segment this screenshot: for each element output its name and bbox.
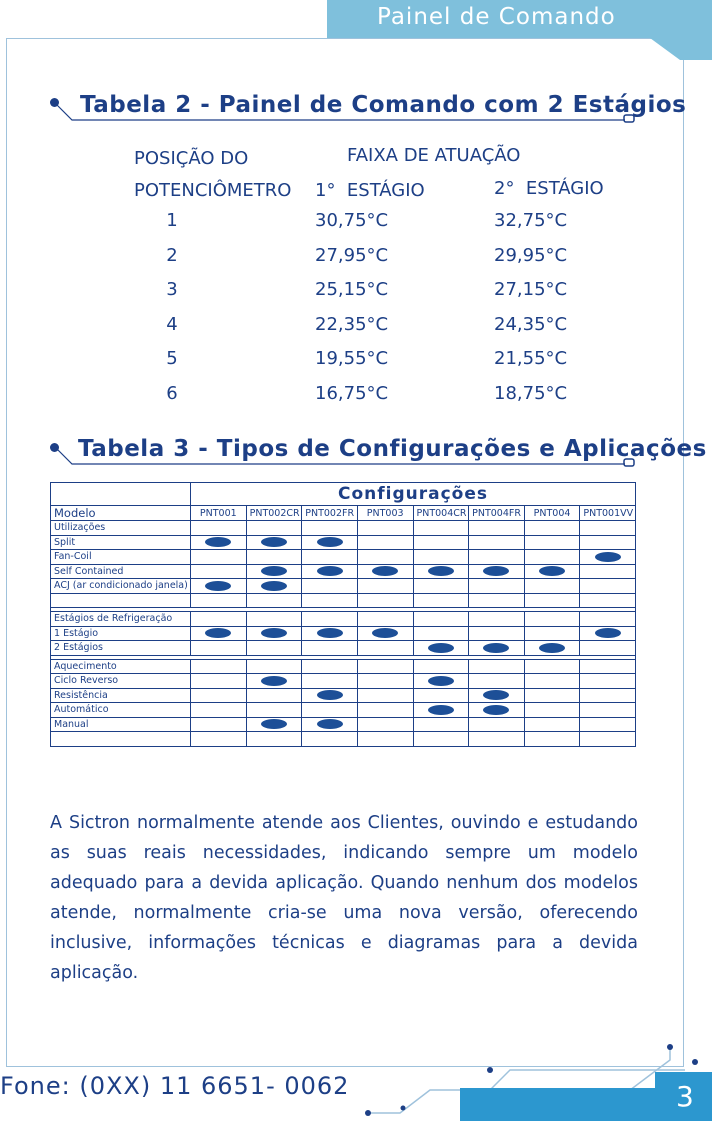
position-header-1: POSIÇÃO DO — [134, 148, 249, 169]
table-cell — [357, 688, 413, 703]
stage1-value: 16,75°C — [315, 382, 389, 404]
table-cell — [302, 626, 358, 641]
table-cell — [302, 550, 358, 565]
stage2-value: 32,75°C — [494, 210, 568, 231]
table-cell — [524, 593, 580, 608]
model-code: PNT001VV — [580, 506, 636, 521]
table-cell — [357, 521, 413, 536]
table-cell — [413, 717, 469, 732]
table-cell — [191, 593, 247, 608]
table-cell — [413, 626, 469, 641]
model-header: Modelo — [51, 506, 191, 521]
row-label: ACJ (ar condicionado janela) — [51, 579, 191, 594]
applicable-mark — [372, 628, 398, 638]
table-cell — [302, 717, 358, 732]
applicable-mark — [261, 628, 287, 638]
model-code: PNT004 — [524, 506, 580, 521]
row-label: Aquecimento — [51, 659, 191, 674]
table-row — [51, 641, 636, 656]
table-row — [51, 579, 636, 594]
table-cell — [469, 550, 525, 565]
configurations-header: Configurações — [191, 483, 636, 506]
model-code: PNT004CR — [413, 506, 469, 521]
table-cell — [246, 593, 302, 608]
table-cell — [191, 521, 247, 536]
row-label: Fan-Coil — [51, 550, 191, 565]
table-cell — [469, 674, 525, 689]
table-cell — [302, 579, 358, 594]
row-label: Self Contained — [51, 564, 191, 579]
table-cell — [191, 641, 247, 656]
table-cell — [469, 717, 525, 732]
model-code: PNT001 — [191, 506, 247, 521]
row-label: Utilizações — [51, 521, 191, 536]
potentiometer-position: 6 — [166, 382, 178, 404]
table-cell — [469, 535, 525, 550]
table-cell — [524, 626, 580, 641]
applicable-mark — [428, 676, 454, 686]
table-row — [51, 732, 636, 747]
table-cell — [302, 641, 358, 656]
table-cell — [357, 612, 413, 627]
header-title: Painel de Comando — [377, 4, 616, 30]
table-cell — [469, 641, 525, 656]
applicable-mark — [483, 690, 509, 700]
table-row — [51, 703, 636, 718]
applicable-mark — [428, 705, 454, 715]
table-cell — [191, 626, 247, 641]
table-cell — [469, 579, 525, 594]
table-cell — [302, 535, 358, 550]
table-cell — [357, 564, 413, 579]
table-cell — [302, 703, 358, 718]
applicable-mark — [205, 581, 231, 591]
table-cell — [469, 659, 525, 674]
title-underline — [50, 100, 640, 126]
stage2-value: 29,95°C — [494, 244, 568, 266]
applicable-mark — [539, 566, 565, 576]
model-code: PNT002CR — [246, 506, 302, 521]
table-cell — [413, 732, 469, 747]
page-number: 3 — [676, 1080, 694, 1113]
applicable-mark — [317, 628, 343, 638]
applicable-mark — [595, 628, 621, 638]
table-cell — [413, 659, 469, 674]
model-code: PNT002FR — [302, 506, 358, 521]
table-corner — [51, 483, 191, 506]
table-cell — [469, 521, 525, 536]
table-cell — [302, 688, 358, 703]
row-label: Estágios de Refrigeração — [51, 612, 191, 627]
row-label — [51, 593, 191, 608]
applicable-mark — [261, 581, 287, 591]
table-cell — [524, 535, 580, 550]
table-cell — [580, 535, 636, 550]
stage2-value: 24,35°C — [494, 313, 568, 335]
applicable-mark — [595, 552, 621, 562]
table-cell — [580, 564, 636, 579]
table-cell — [469, 612, 525, 627]
table-row — [51, 717, 636, 732]
table-cell — [580, 579, 636, 594]
stage1-value: 19,55°C — [315, 348, 389, 369]
stage1-value: 25,15°C — [315, 279, 389, 300]
applicable-mark — [261, 537, 287, 547]
table-cell — [580, 641, 636, 656]
table-cell — [246, 535, 302, 550]
table-cell — [413, 550, 469, 565]
table-cell — [246, 564, 302, 579]
table-cell — [580, 593, 636, 608]
table-row — [51, 564, 636, 579]
table-row — [51, 659, 636, 674]
table-row — [51, 550, 636, 565]
row-label: Resistência — [51, 688, 191, 703]
table-cell — [524, 564, 580, 579]
table-cell — [246, 641, 302, 656]
position-header-2: POTENCIÔMETRO — [134, 180, 292, 201]
table-row — [51, 521, 636, 536]
table-cell — [413, 521, 469, 536]
table-cell — [302, 732, 358, 747]
table-cell — [524, 688, 580, 703]
table-cell — [524, 674, 580, 689]
stage2-value: 21,55°C — [494, 348, 568, 369]
table-cell — [413, 612, 469, 627]
table-row — [51, 612, 636, 627]
table-cell — [357, 659, 413, 674]
stage2-header: 2° ESTÁGIO — [494, 178, 604, 199]
table-cell — [580, 521, 636, 536]
table-cell — [469, 732, 525, 747]
table-cell — [580, 674, 636, 689]
table-row — [51, 535, 636, 550]
table-cell — [246, 674, 302, 689]
table-cell — [302, 521, 358, 536]
title-underline — [50, 444, 640, 470]
table-cell — [413, 535, 469, 550]
stage1-header: 1° ESTÁGIO — [315, 180, 425, 201]
table-cell — [580, 659, 636, 674]
table-cell — [413, 564, 469, 579]
table2-title: Tabela 2 - Painel de Comando com 2 Estágios — [80, 92, 687, 118]
table-row — [51, 626, 636, 641]
table-row — [51, 688, 636, 703]
table-cell — [580, 717, 636, 732]
table-cell — [524, 521, 580, 536]
table-cell — [524, 579, 580, 594]
stage2-value: 18,75°C — [494, 382, 568, 404]
applicable-mark — [428, 566, 454, 576]
table-cell — [302, 612, 358, 627]
table-cell — [191, 564, 247, 579]
table-cell — [413, 641, 469, 656]
model-code: PNT004FR — [469, 506, 525, 521]
table-cell — [357, 626, 413, 641]
applicable-mark — [539, 643, 565, 653]
table-cell — [357, 641, 413, 656]
table-cell — [302, 593, 358, 608]
table-cell — [357, 732, 413, 747]
configurations-table — [50, 482, 636, 747]
table-cell — [357, 593, 413, 608]
table-cell — [357, 535, 413, 550]
table-cell — [580, 688, 636, 703]
table-cell — [524, 659, 580, 674]
table-cell — [246, 612, 302, 627]
table-cell — [191, 703, 247, 718]
table-cell — [524, 732, 580, 747]
row-label: Manual — [51, 717, 191, 732]
table-cell — [246, 550, 302, 565]
table-cell — [191, 732, 247, 747]
table-cell — [357, 550, 413, 565]
table-cell — [191, 674, 247, 689]
stage1-value: 30,75°C — [315, 210, 389, 231]
applicable-mark — [317, 566, 343, 576]
applicable-mark — [483, 705, 509, 715]
table-cell — [580, 612, 636, 627]
table-row — [51, 674, 636, 689]
applicable-mark — [261, 566, 287, 576]
applicable-mark — [317, 719, 343, 729]
table-cell — [469, 688, 525, 703]
row-label: 1 Estágio — [51, 626, 191, 641]
model-code: PNT003 — [357, 506, 413, 521]
table-cell — [246, 521, 302, 536]
applicable-mark — [428, 643, 454, 653]
applicable-mark — [483, 566, 509, 576]
table-cell — [580, 550, 636, 565]
table-cell — [413, 688, 469, 703]
table-cell — [469, 593, 525, 608]
table-cell — [413, 703, 469, 718]
stage1-value: 27,95°C — [315, 244, 389, 266]
table-row — [51, 593, 636, 608]
table-cell — [246, 717, 302, 732]
applicable-mark — [317, 537, 343, 547]
table-cell — [246, 626, 302, 641]
footer-phone: Fone: (0XX) 11 6651- 0062 — [0, 1072, 350, 1100]
table-cell — [191, 535, 247, 550]
table3-title: Tabela 3 - Tipos de Configurações e Aplicações — [78, 436, 707, 462]
table-cell — [524, 612, 580, 627]
table-cell — [357, 579, 413, 594]
table-cell — [246, 688, 302, 703]
table-cell — [524, 550, 580, 565]
table-cell — [191, 612, 247, 627]
table-cell — [191, 659, 247, 674]
table-cell — [524, 717, 580, 732]
table-cell — [191, 717, 247, 732]
table-cell — [246, 659, 302, 674]
table-cell — [413, 674, 469, 689]
row-label: 2 Estágios — [51, 641, 191, 656]
table-cell — [191, 688, 247, 703]
applicable-mark — [372, 566, 398, 576]
table-cell — [469, 703, 525, 718]
applicable-mark — [317, 690, 343, 700]
table-cell — [191, 550, 247, 565]
table-cell — [357, 717, 413, 732]
table-cell — [246, 579, 302, 594]
table-cell — [357, 674, 413, 689]
range-header: FAIXA DE ATUAÇÃO — [347, 145, 521, 166]
table-cell — [302, 659, 358, 674]
stage1-value: 22,35°C — [315, 313, 389, 335]
applicable-mark — [205, 628, 231, 638]
stage2-value: 27,15°C — [494, 279, 568, 300]
row-label: Ciclo Reverso — [51, 674, 191, 689]
potentiometer-position: 1 — [166, 210, 178, 231]
table-cell — [357, 703, 413, 718]
table-cell — [524, 703, 580, 718]
applicable-mark — [483, 643, 509, 653]
row-label: Automático — [51, 703, 191, 718]
table-cell — [246, 732, 302, 747]
applicable-mark — [205, 537, 231, 547]
row-label — [51, 732, 191, 747]
potentiometer-position: 3 — [166, 279, 178, 300]
applicable-mark — [261, 676, 287, 686]
potentiometer-position: 2 — [166, 244, 178, 266]
table-cell — [413, 579, 469, 594]
table-cell — [469, 564, 525, 579]
body-paragraph: A Sictron normalmente atende aos Clientes, ouvindo e estudando as suas reais necessidades, indicando sempre um modelo adequado para a devida aplicação. Quando nenhum dos modelos atende, normalmente cria-se uma nova versão, oferecendo inclusive, informações técnicas e diagramas para a devida aplicação. — [50, 813, 638, 983]
table-cell — [469, 626, 525, 641]
applicable-mark — [261, 719, 287, 729]
table-cell — [302, 564, 358, 579]
table-cell — [191, 579, 247, 594]
potentiometer-position: 5 — [166, 348, 178, 369]
table-cell — [246, 703, 302, 718]
table-cell — [524, 641, 580, 656]
potentiometer-position: 4 — [166, 313, 178, 335]
table-cell — [580, 626, 636, 641]
table-cell — [302, 674, 358, 689]
table-cell — [413, 593, 469, 608]
table-cell — [580, 732, 636, 747]
table-cell — [580, 703, 636, 718]
row-label: Split — [51, 535, 191, 550]
